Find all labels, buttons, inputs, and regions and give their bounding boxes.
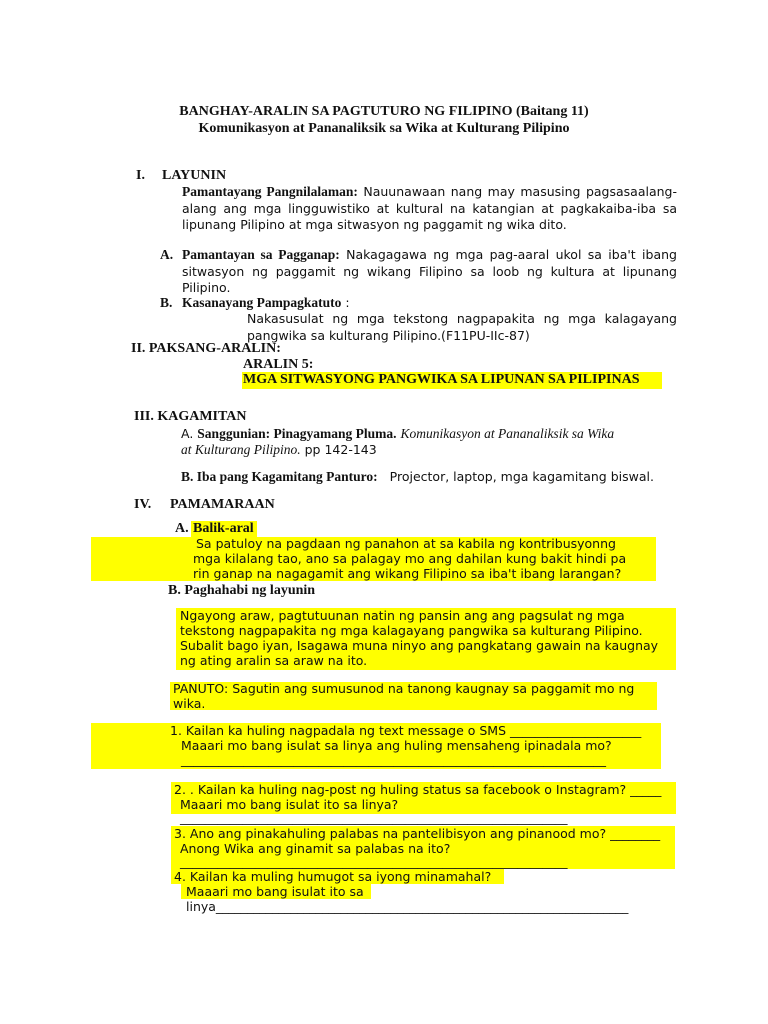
section1-a-letter: A.: [160, 247, 174, 262]
balik-aral-label: Balik-aral: [193, 521, 254, 536]
sanggunian-book-title-2: at Kulturang Pilipino.: [181, 442, 301, 457]
balik-aral-line-3: rin ganap na nagagamit ang wikang Filipino sa iba't ibang larangan?: [193, 566, 622, 581]
question-2-line-1: 2. . Kailan ka huling nag-post ng huling status sa facebook o Instagram? _____: [174, 782, 662, 797]
section4-numeral: IV.: [134, 497, 152, 512]
kagamitan-text: Projector, laptop, mga kagamitang biswal.: [389, 469, 654, 484]
sanggunian-line2: [181, 442, 377, 458]
question-4-line-2: Maaari mo bang isulat ito sa: [186, 884, 364, 899]
question-1-line-2: Maaari mo bang isulat sa linya ang huling mensaheng ipinadala mo?: [181, 738, 612, 753]
question-2-line-3: ______________________________________________________________: [180, 810, 568, 825]
question-1-line-1: 1. Kailan ka huling nagpadala ng text message o SMS _____________________: [170, 723, 642, 738]
document-subtitle: Komunikasyon at Pananaliksik sa Wika at Kulturang Pilipino: [198, 121, 570, 136]
kasanayang-colon: :: [345, 295, 350, 310]
balik-aral-letter: A.: [175, 521, 189, 536]
sanggunian-label: Sanggunian: Pinagyamang Pluma.: [197, 426, 397, 441]
question-3-line-2: Anong Wika ang ginamit sa palabas na ito?: [180, 841, 451, 856]
paghahabi-line-3: Subalit bago iyan, Isagawa muna ninyo ang pangkatang gawain na kaugnay: [180, 638, 659, 653]
paghahabi-heading: B. Paghahabi ng layunin: [168, 583, 316, 598]
section2-heading: II. PAKSANG-ARALIN:: [131, 341, 281, 356]
section1-b-letter: B.: [160, 295, 173, 310]
paghahabi-line-2: tekstong nagpapakita ng mga kalagayang pangwika sa kulturang Pilipino.: [180, 623, 643, 638]
paghahabi-line-1: Ngayong araw, pagtutuunan natin ng pansin ang ang pagsulat ng mga: [180, 608, 625, 623]
section3-heading: III. KAGAMITAN: [134, 409, 247, 424]
balik-aral-line-2: mga kilalang tao, ano sa palagay mo ang dahilan kung bakit hindi pa: [193, 551, 627, 566]
sanggunian-letter: A.: [181, 426, 194, 441]
pamantayang-text: Nauunawaan nang may masusing pagsasaalang-alang ang mga lingguwistiko at kultural na katangian at pagkakaiba-iba sa lipunang Pilipino at mga sitwasyon ng paggamit ng wika dito.: [182, 184, 677, 232]
iba-pang-kagamitan: [181, 469, 654, 485]
sanggunian-book-title-1: Komunikasyon at Pananaliksik sa Wika: [400, 426, 615, 441]
sanggunian-pages: pp 142-143: [304, 442, 377, 457]
kasanayang-text: Nakasusulat ng mga tekstong nagpapakita ng mga kalagayang pangwika sa kulturang Pilipino.(F11PU-IIc-87): [247, 311, 677, 343]
pamantayang-pangnilalaman: [182, 184, 677, 234]
pagganap-label: Pamantayan sa Pagganap:: [182, 247, 340, 262]
kasanayang-label: Kasanayang Pampagkatuto: [182, 295, 342, 310]
question-2-line-2: Maaari mo bang isulat ito sa linya?: [180, 797, 399, 812]
kagamitan-label: B. Iba pang Kagamitang Panturo:: [181, 469, 378, 484]
paghahabi-line-4: ng ating aralin sa araw na ito.: [180, 653, 368, 668]
question-4-line-1: 4. Kailan ka muling humugot sa iyong minamahal?: [174, 869, 492, 884]
question-1-line-3: ____________________________________________________________________: [181, 752, 606, 767]
section1-heading: LAYUNIN: [162, 168, 227, 183]
pamantayan-sa-pagganap: [182, 247, 677, 297]
question-3-line-3: ______________________________________________________________: [180, 854, 568, 869]
panuto-line-2: wika.: [173, 696, 206, 711]
question-3-line-1: 3. Ano ang pinakahuling palabas na pantelibisyon ang pinanood mo? ________: [174, 826, 661, 841]
question-4-line-3: linya__________________________________________________________________: [186, 899, 629, 914]
pamantayang-label: Pamantayang Pangnilalaman:: [182, 184, 358, 199]
pagganap-text: Nakagagawa ng mga pag-aaral ukol sa iba't ibang sitwasyon ng paggamit ng wikang Filipino sa loob ng kultura at lipunang Pilipino.: [182, 247, 677, 295]
document-title: BANGHAY-ARALIN SA PAGTUTURO NG FILIPINO (Baitang 11): [179, 104, 589, 119]
aralin-topic: MGA SITWASYONG PANGWIKA SA LIPUNAN SA PILIPINAS: [243, 372, 640, 387]
aralin-number: ARALIN 5:: [243, 357, 314, 372]
balik-aral-line-1: Sa patuloy na pagdaan ng panahon at sa kabila ng kontribusyonng: [196, 536, 616, 551]
kasanayang-heading: [182, 295, 350, 311]
section1-numeral: I.: [136, 168, 145, 183]
panuto-line-1: PANUTO: Sagutin ang sumusunod na tanong kaugnay sa paggamit mo ng: [173, 681, 635, 696]
section4-heading: PAMAMARAAN: [170, 497, 275, 512]
sanggunian: [181, 426, 681, 442]
